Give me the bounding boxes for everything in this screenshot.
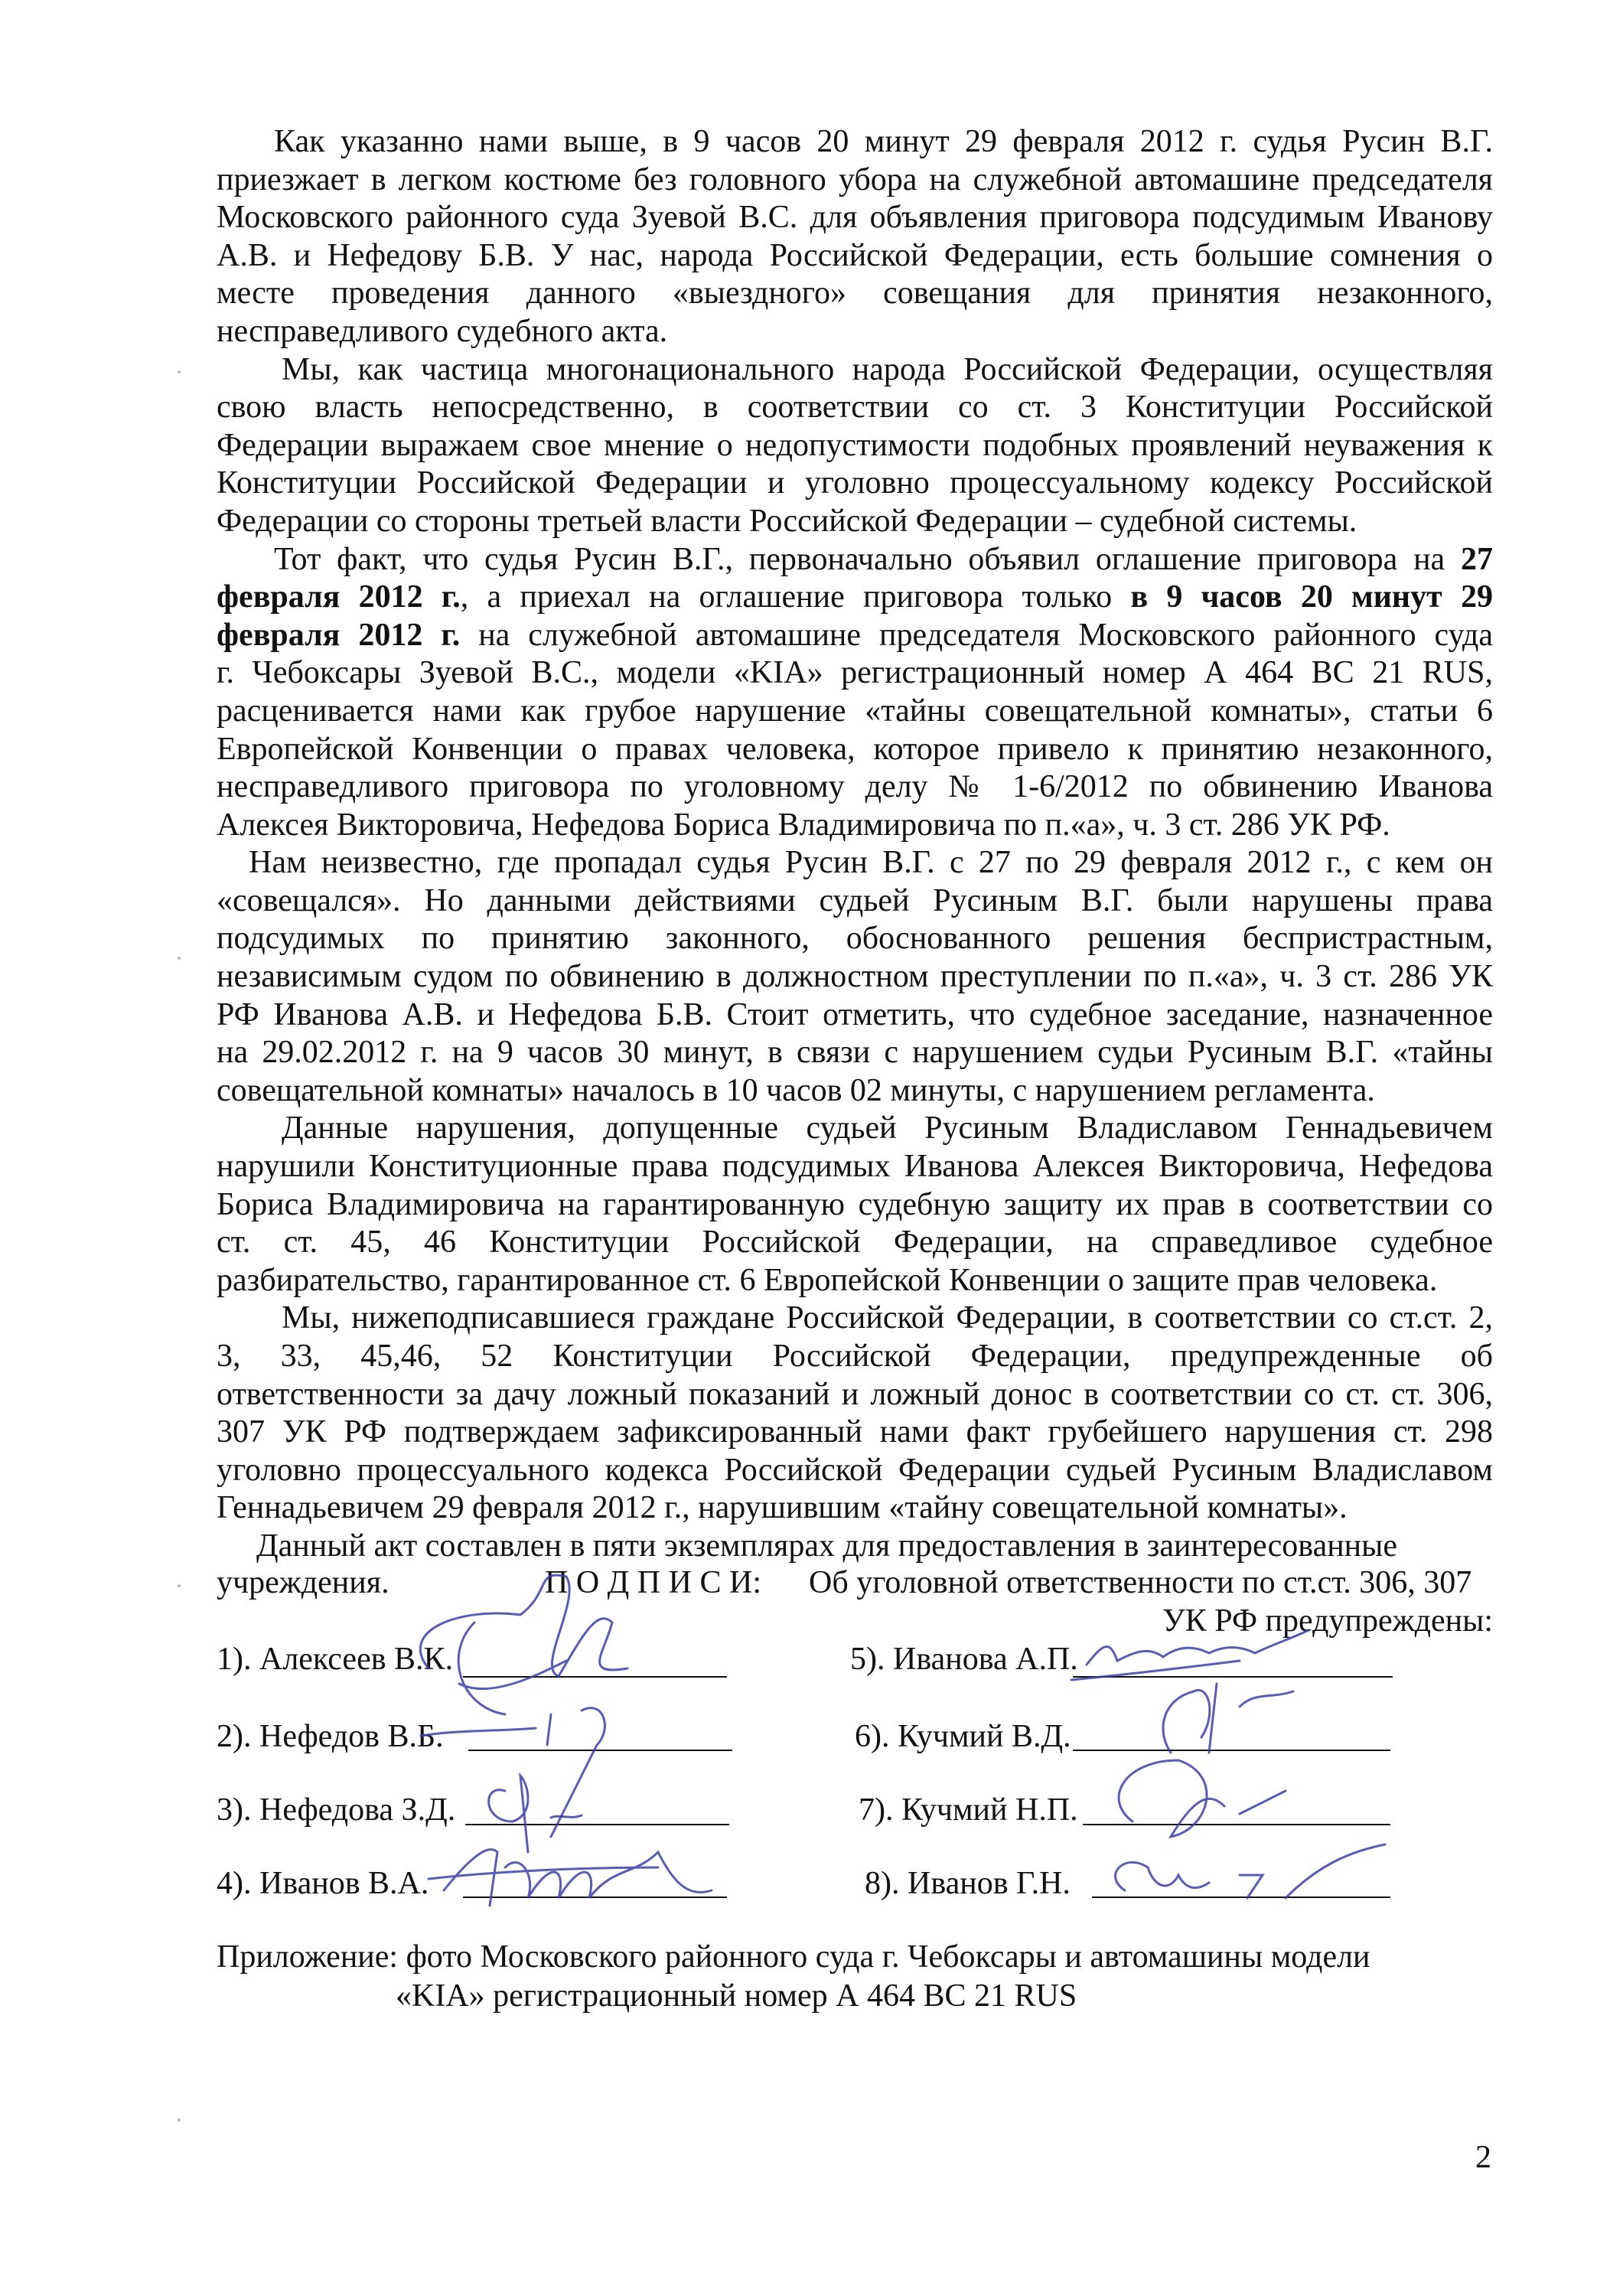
- liability-warning-line2: УК РФ предупреждены:: [1162, 1603, 1493, 1639]
- scan-speck: [178, 957, 181, 960]
- text-segment: Как указанно нами выше, в 9 часов 20 минут 29 февраля 2012 г. судья Русин В.Г.: [274, 124, 1493, 159]
- signatory-6: 6). Кучмий В.Д.: [855, 1719, 1071, 1754]
- signatory-5: 5). Иванова А.П.: [850, 1642, 1078, 1677]
- signature-5: [1071, 1630, 1309, 1680]
- text-segment: Алексея Викторовича, Нефедова Бориса Владимировича по п.«а», ч. 3 ст. 286 УК РФ.: [217, 807, 1390, 843]
- signatory-4: 4). Иванов В.А.: [217, 1866, 429, 1901]
- signatory-7: 7). Кучмий Н.П.: [859, 1792, 1078, 1828]
- signature-6: [1163, 1684, 1293, 1753]
- text-segment: Федерации со стороны третьей власти Российской Федерации – судебной системы.: [217, 503, 1357, 539]
- scan-speck: [178, 370, 181, 373]
- text-segment: «совещался». Но данными действиями судьей Русиным В.Г. были нарушены права: [217, 882, 1493, 918]
- text-segment: Конституции Российской Федерации и уголовно процессуальному кодексу Российской: [217, 465, 1493, 501]
- text-segment: приезжает в легком костюме без головного убора на служебной автомашине председателя: [217, 161, 1493, 197]
- text-segment: 307 УК РФ подтверждаем зафиксированный нами факт грубейшего нарушения ст. 298: [217, 1414, 1493, 1450]
- text-segment: Данный акт составлен в пяти экземплярах для предоставления в заинтересованные: [256, 1528, 1398, 1564]
- signature-7: [1119, 1760, 1286, 1837]
- text-segment: свою власть непосредственно, в соответствии со ст. 3 Конституции Российской: [217, 390, 1493, 426]
- text-segment: Тот факт, что судья Русин В.Г., первоначально объявил оглашение приговора на: [274, 541, 1461, 577]
- text-segment: подсудимых по принятию законного, обоснованного решения беспристрастным,: [217, 921, 1493, 957]
- signatory-3: 3). Нефедова З.Д.: [217, 1792, 456, 1828]
- text-segment: на служебной автомашине председателя Московского районного суда: [460, 617, 1493, 653]
- bold-text: февраля 2012 г.: [217, 617, 461, 653]
- text-segment: 3, 33, 45,46, 52 Конституции Российской Федерации, предупрежденные об: [217, 1339, 1493, 1374]
- signatory-2: 2). Нефедов В.Б.: [217, 1719, 444, 1754]
- text-segment: несправедливого приговора по уголовному делу № 1-6/2012 по обвинению Иванова: [217, 769, 1493, 805]
- text-segment: на 29.02.2012 г. на 9 часов 30 минут, в связи с нарушением судьи Русиным В.Г. «тайны: [217, 1035, 1493, 1071]
- bold-text: 27: [1461, 541, 1493, 577]
- signatory-1: 1). Алексеев В.К.: [217, 1642, 454, 1677]
- signatures-heading: П О Д П И С И:: [545, 1565, 761, 1600]
- signature-3: [489, 1776, 582, 1852]
- page-number: 2: [1475, 2140, 1491, 2175]
- text-segment: Европейской Конвенции о правах человека, которое привело к принятию незаконного,: [217, 731, 1493, 767]
- text-segment: г. Чебоксары Зуевой В.С., модели «KIA» регистрационный номер А 464 ВС 21 RUS,: [217, 655, 1493, 691]
- text-segment: уголовно процессуального кодекса Российской Федерации судьей Русиным Владиславом: [217, 1452, 1493, 1488]
- text-segment: Бориса Владимировича на гарантированную судебную защиту их прав в соответствии со: [217, 1186, 1493, 1222]
- appendix-line-1: Приложение: фото Московского районного суда г. Чебоксары и автомашины модели: [217, 1939, 1370, 1975]
- text-segment: Московского районного суда Зуевой В.С. для объявления приговора подсудимым Иванову: [217, 200, 1493, 236]
- text-segment: месте проведения данного «выездного» совещания для принятия незаконного,: [217, 276, 1493, 311]
- signature-1: [420, 1575, 627, 1714]
- text-segment: Данные нарушения, допущенные судьей Русиным Владиславом Геннадьевичем: [282, 1110, 1493, 1146]
- text-segment: совещательной комнаты» началось в 10 часов 02 минуты, с нарушением регламента.: [217, 1072, 1375, 1108]
- text-segment: расценивается нами как грубое нарушение «тайны совещательной комнаты», статьи 6: [217, 693, 1493, 729]
- text-segment: разбирательство, гарантированное ст. 6 Европейской Конвенции о защите прав человека.: [217, 1262, 1438, 1298]
- text-segment: Нам неизвестно, где пропадал судья Русин В.Г. с 27 по 29 февраля 2012 г., с кем он: [249, 845, 1493, 881]
- text-segment: независимым судом по обвинению в должностном преступлении по п.«а», ч. 3 ст. 286 УК: [217, 959, 1493, 995]
- text-segment: нарушили Конституционные права подсудимых Иванова Алексея Викторовича, Нефедова: [217, 1149, 1493, 1185]
- signature-4: [429, 1850, 712, 1906]
- scan-speck: [178, 1584, 181, 1587]
- bold-text: февраля 2012 г.: [217, 579, 461, 615]
- closing-institutions: учреждения.: [217, 1565, 389, 1600]
- scan-speck: [178, 2118, 181, 2122]
- text-segment: , а приехал на оглашение приговора только: [460, 579, 1131, 615]
- text-segment: Мы, нижеподписавшиеся граждане Российской Федерации, в соответствии со ст.ст. 2,: [282, 1300, 1493, 1336]
- text-segment: ответственности за дачу ложный показаний и ложный донос в соответствии со ст. ст. 306,: [217, 1376, 1493, 1412]
- text-segment: Геннадьевичем 29 февраля 2012 г., нарушившим «тайну совещательной комнаты».: [217, 1490, 1348, 1526]
- bold-text: в 9 часов 20 минут 29: [1130, 579, 1493, 615]
- text-segment: РФ Иванова А.В. и Нефедова Б.В. Стоит отметить, что судебное заседание, назначенное: [217, 996, 1493, 1032]
- signatory-8: 8). Иванов Г.Н.: [865, 1866, 1071, 1901]
- text-segment: несправедливого судебного акта.: [217, 313, 668, 349]
- text-segment: ст. ст. 45, 46 Конституции Российской Федерации, на справедливое судебное: [217, 1225, 1493, 1261]
- appendix-line-2: «KIA» регистрационный номер А 464 ВС 21 RUS: [396, 1978, 1077, 2014]
- liability-warning-line1: Об уголовной ответственности по ст.ст. 306, 307: [809, 1565, 1472, 1600]
- text-segment: А.В. и Нефедову Б.В. У нас, народа Российской Федерации, есть большие сомнения о: [217, 237, 1493, 273]
- text-segment: Мы, как частица многонационального народа Российской Федерации, осуществляя: [282, 351, 1493, 387]
- text-segment: Федерации выражаем свое мнение о недопустимости подобных проявлений неуважения к: [217, 427, 1493, 463]
- signature-8: [1116, 1844, 1385, 1898]
